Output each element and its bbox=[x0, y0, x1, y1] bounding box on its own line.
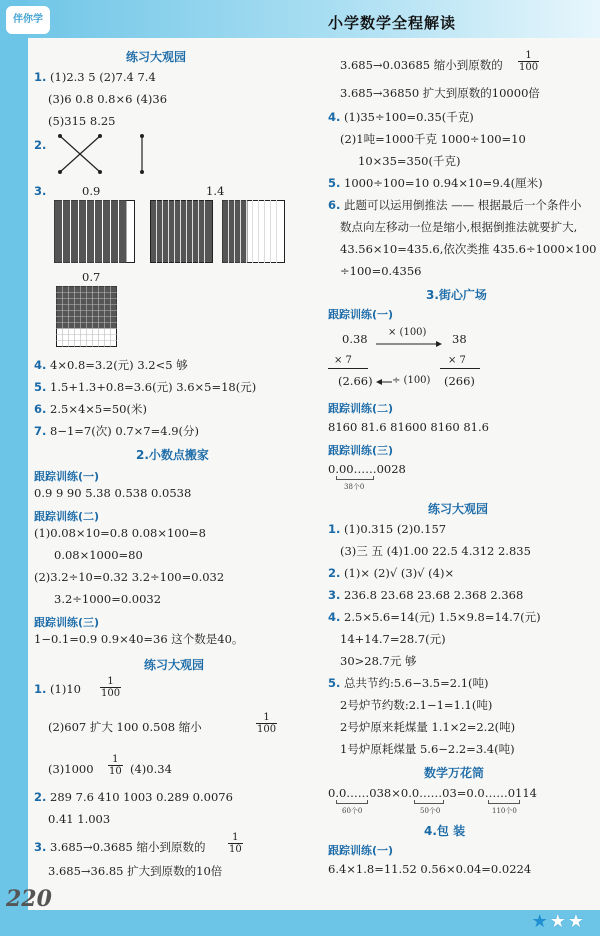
answer-line: (2)1吨=1000千克 1000÷100=10 bbox=[340, 132, 526, 146]
answer-line: 236.8 23.68 23.68 2.368 2.368 bbox=[344, 588, 524, 602]
q-number: 2. bbox=[34, 138, 47, 152]
answer-line: 1号炉原耗煤量 5.6−2.2=3.4(吨) bbox=[340, 742, 515, 756]
answer-line: 3.685→36.85 扩大到原数的10倍 bbox=[48, 864, 223, 878]
answer-line: 0.08×1000=80 bbox=[54, 548, 143, 562]
diagram-operator: ÷ (100) bbox=[392, 375, 431, 386]
q-number: 1. bbox=[34, 682, 47, 696]
section-title: 数学万花筒 bbox=[424, 766, 485, 780]
answer-line: 3.685→0.3685 缩小到原数的 bbox=[50, 840, 206, 854]
answer-line: (4)0.34 bbox=[130, 762, 172, 776]
answer-line: (3)1000 bbox=[48, 762, 94, 776]
book-title: 小学数学全程解读 bbox=[328, 14, 457, 32]
subsection-title: 跟踪训练(一) bbox=[328, 844, 394, 857]
difficulty-stars bbox=[532, 911, 586, 932]
q-number: 5. bbox=[328, 176, 341, 190]
answer-line: (1)2.3 5 (2)7.4 7.4 bbox=[50, 70, 156, 84]
answer-line: (5)315 8.25 bbox=[48, 114, 116, 128]
subsection-title: 跟踪训练(三) bbox=[328, 444, 394, 457]
q-number: 1. bbox=[328, 522, 341, 536]
q-number: 1. bbox=[34, 70, 47, 84]
answer-line: (1)0.08×10=0.8 0.08×100=8 bbox=[34, 526, 206, 540]
logo: 伴你学 bbox=[6, 6, 50, 34]
q-number: 3. bbox=[34, 840, 47, 854]
diagram-value: (266) bbox=[444, 374, 475, 388]
answer-line: 2号炉节约数:2.1−1=1.1(吨) bbox=[340, 698, 493, 712]
subsection-title: 跟踪训练(一) bbox=[34, 470, 100, 483]
answer-line: 总共节约:5.6−3.5=2.1(吨) bbox=[344, 676, 489, 690]
answer-line: 8160 81.6 81600 8160 81.6 bbox=[328, 420, 489, 434]
q-number: 3. bbox=[34, 184, 47, 198]
arrow-left-icon bbox=[376, 378, 392, 386]
answer-line: 6.4×1.8=11.52 0.56×0.04=0.0224 bbox=[328, 862, 532, 876]
answer-line: 43.56×10=435.6,依次类推 435.6÷1000×100 bbox=[340, 242, 597, 256]
brace bbox=[414, 800, 444, 804]
answer-line: (3)三 五 (4)1.00 22.5 4.312 2.835 bbox=[340, 544, 531, 558]
hundred-grid-0-7 bbox=[56, 286, 118, 348]
answer-line: 1000÷100=10 0.94×10=9.4(厘米) bbox=[344, 176, 543, 190]
q-number: 4. bbox=[328, 110, 341, 124]
answer-line: 2.5×4×5=50(米) bbox=[50, 402, 147, 416]
answer-line: 0.41 1.003 bbox=[48, 812, 111, 826]
q-number: 5. bbox=[34, 380, 47, 394]
brace-label: 110个0 bbox=[492, 807, 517, 815]
page-number: 220 bbox=[6, 886, 52, 912]
q-number: 5. bbox=[328, 676, 341, 690]
section-title: 练习大观园 bbox=[428, 502, 489, 516]
subsection-title: 跟踪训练(二) bbox=[328, 402, 394, 415]
strip-model-1-4 bbox=[150, 200, 296, 264]
subsection-title: 跟踪训练(三) bbox=[34, 616, 100, 629]
answer-line: 10×35=350(千克) bbox=[358, 154, 461, 168]
left-band bbox=[0, 0, 28, 936]
answer-line: 3.685→0.03685 缩小到原数的 bbox=[340, 58, 503, 72]
diagram-value: (2.66) bbox=[338, 374, 373, 388]
diagram-operator: × 7 bbox=[334, 355, 352, 366]
answer-line: 14+14.7=28.7(元) bbox=[340, 632, 446, 646]
brace bbox=[336, 800, 368, 804]
q-number: 6. bbox=[328, 198, 341, 212]
diagram-value: 38 bbox=[452, 332, 467, 346]
section-title: 练习大观园 bbox=[126, 50, 187, 64]
answer-line: 1−0.1=0.9 0.9×40=36 这个数是40。 bbox=[34, 632, 244, 646]
brace bbox=[488, 800, 520, 804]
q-number: 2. bbox=[34, 790, 47, 804]
fraction: $\frac{1}{10}$ bbox=[229, 832, 242, 855]
answer-line: (2)607 扩大 100 0.508 缩小 bbox=[48, 720, 202, 734]
answer-line: 289 7.6 410 1003 0.289 0.0076 bbox=[50, 790, 233, 804]
brace-label: 38个0 bbox=[344, 483, 365, 491]
top-band bbox=[0, 0, 600, 40]
answer-line: (1)10 bbox=[50, 682, 81, 696]
answer-line: 2.5×5.6=14(元) 1.5×9.8=14.7(元) bbox=[344, 610, 541, 624]
answer-line: (3)6 0.8 0.8×6 (4)36 bbox=[48, 92, 168, 106]
star-icon: ★ bbox=[531, 911, 550, 932]
answer-line: 1.5+1.3+0.8=3.6(元) 3.6×5=18(元) bbox=[50, 380, 257, 394]
answer-line: ÷100=0.4356 bbox=[340, 264, 422, 278]
diagram-value: 0.38 bbox=[342, 332, 368, 346]
answer-line: 2号炉原来耗煤量 1.1×2=2.2(吨) bbox=[340, 720, 516, 734]
fraction: $\frac{1}{100}$ bbox=[257, 712, 277, 735]
brace-label: 60个0 bbox=[342, 807, 363, 815]
answer-line: 数点向左移动一位是缩小,根据倒推法就要扩大, bbox=[340, 220, 578, 234]
star-icon: ★ bbox=[567, 911, 586, 932]
subsection-title: 跟踪训练(一) bbox=[328, 308, 394, 321]
value-label: 1.4 bbox=[206, 184, 225, 198]
diagram-operator: × (100) bbox=[388, 327, 427, 338]
subsection-title: 跟踪训练(二) bbox=[34, 510, 100, 523]
value-label: 0.9 bbox=[82, 184, 101, 198]
star-icon: ★ bbox=[549, 911, 568, 932]
answer-line: (1)35÷100=0.35(千克) bbox=[344, 110, 474, 124]
rule bbox=[328, 368, 368, 369]
strip-model-0-9 bbox=[54, 200, 144, 264]
q-number: 3. bbox=[328, 588, 341, 602]
q-number: 4. bbox=[328, 610, 341, 624]
section-title: 3.街心广场 bbox=[426, 288, 487, 302]
matching-lines-diagram bbox=[54, 132, 154, 176]
answer-line: 0.00……0028 bbox=[328, 462, 406, 476]
section-title: 2.小数点搬家 bbox=[136, 448, 209, 462]
fraction: $\frac{1}{100}$ bbox=[101, 676, 121, 699]
answer-line: 4×0.8=3.2(元) 3.2<5 够 bbox=[50, 358, 188, 372]
answer-line: (1)× (2)√ (3)√ (4)× bbox=[344, 566, 455, 580]
arrow-right-icon bbox=[376, 340, 442, 348]
section-title: 4.包 装 bbox=[424, 824, 466, 838]
answer-line: 此题可以运用倒推法 —— 根据最后一个条件小 bbox=[344, 198, 582, 212]
section-title: 练习大观园 bbox=[144, 658, 205, 672]
fraction: $\frac{1}{10}$ bbox=[109, 754, 122, 777]
rule bbox=[440, 368, 480, 369]
answer-line: 8−1=7(次) 0.7×7=4.9(分) bbox=[50, 424, 200, 438]
q-number: 6. bbox=[34, 402, 47, 416]
answer-line: 0.0……038×0.0……03=0.0……0114 bbox=[328, 786, 537, 800]
answer-line: 30>28.7元 够 bbox=[340, 654, 417, 668]
q-number: 2. bbox=[328, 566, 341, 580]
answer-line: 3.685→36850 扩大到原数的10000倍 bbox=[340, 86, 540, 100]
answer-line: (2)3.2÷10=0.32 3.2÷100=0.032 bbox=[34, 570, 225, 584]
answer-line: 0.9 9 90 5.38 0.538 0.0538 bbox=[34, 486, 192, 500]
answer-line: (1)0.315 (2)0.157 bbox=[344, 522, 447, 536]
diagram-operator: × 7 bbox=[448, 355, 466, 366]
fraction: $\frac{1}{100}$ bbox=[519, 50, 539, 73]
brace bbox=[336, 476, 374, 480]
q-number: 7. bbox=[34, 424, 47, 438]
answer-line: 3.2÷1000=0.0032 bbox=[54, 592, 162, 606]
bottom-band bbox=[0, 910, 600, 936]
value-label: 0.7 bbox=[82, 270, 101, 284]
q-number: 4. bbox=[34, 358, 47, 372]
brace-label: 50个0 bbox=[420, 807, 441, 815]
